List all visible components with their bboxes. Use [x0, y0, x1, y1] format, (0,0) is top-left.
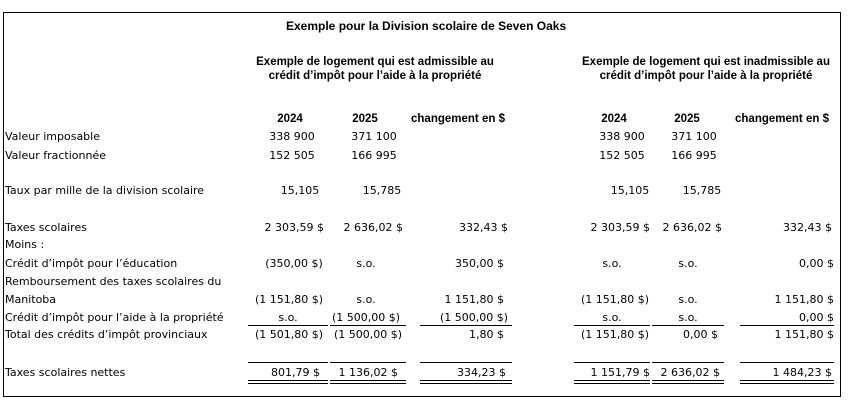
total-rule: [574, 362, 650, 363]
cell: 2 303,59 $: [264, 221, 324, 234]
row-label-moins: Moins :: [5, 238, 45, 251]
cell: 166 995: [671, 149, 717, 162]
cell: (1 500,00 $): [331, 311, 401, 324]
grand-total-rule: [330, 380, 406, 384]
row-label-credit-propriete: Crédit d’impôt pour l’aide à la propriété: [5, 311, 224, 324]
row-label-valeur-fractionnee: Valeur fractionnée: [5, 149, 106, 162]
row-label-remboursement-1: Remboursement des taxes scolaires du: [5, 275, 222, 288]
total-rule: [330, 362, 406, 363]
cell: 15,785: [362, 184, 402, 197]
grand-total-rule: [248, 380, 328, 384]
cell: 2 303,59 $: [590, 221, 650, 234]
eligible-heading-line1: Exemple de logement qui est admissible au: [256, 56, 494, 68]
cell: 332,43 $: [783, 221, 832, 234]
subtotal-rule: [740, 325, 834, 326]
cell: 334,23 $: [457, 366, 506, 379]
cell: 15,105: [280, 184, 320, 197]
cell: (350,00 $): [265, 257, 323, 270]
ineligible-change-header: changement en $: [735, 113, 829, 125]
cell: 2 636,02 $: [662, 221, 722, 234]
cell: 1 484,23 $: [772, 366, 832, 379]
subtotal-rule: [330, 325, 406, 326]
cell: 0,00 $: [799, 311, 834, 324]
eligible-2025-header: 2025: [352, 113, 378, 125]
eligible-2024-header: 2024: [277, 113, 303, 125]
cell: s.o.: [356, 293, 376, 306]
ineligible-2025-header: 2025: [674, 113, 700, 125]
grand-total-rule: [574, 380, 650, 384]
cell: s.o.: [678, 257, 698, 270]
ineligible-heading-line2: crédit d’impôt pour l’aide à la propriété: [599, 70, 813, 82]
cell: 371 100: [671, 130, 717, 143]
row-label-total-credits: Total des crédits d’impôt provinciaux: [5, 328, 208, 341]
cell: 1 136,02 $: [338, 366, 398, 379]
row-label-valeur-imposable: Valeur imposable: [5, 130, 100, 143]
cell: 2 636,02 $: [343, 221, 403, 234]
cell: 166 995: [351, 149, 397, 162]
grand-total-rule: [652, 380, 724, 384]
cell: 801,79 $: [271, 366, 320, 379]
cell: 1,80 $: [469, 328, 504, 341]
cell: 338 900: [269, 130, 315, 143]
cell: s.o.: [678, 311, 698, 324]
eligible-heading-line2: crédit d’impôt pour l’aide à la propriété: [268, 70, 482, 82]
subtotal-rule: [420, 325, 512, 326]
total-rule: [652, 362, 724, 363]
cell: 15,105: [610, 184, 650, 197]
subtotal-rule: [652, 325, 724, 326]
cell: 2 636,02 $: [660, 366, 720, 379]
cell: 0,00 $: [683, 328, 718, 341]
cell: 1 151,79 $: [590, 366, 650, 379]
cell: 0,00 $: [799, 257, 834, 270]
cell: 152 505: [599, 149, 645, 162]
cell: 338 900: [599, 130, 645, 143]
cell: (1 500,00 $): [439, 311, 508, 324]
row-label-taxes: Taxes scolaires: [5, 221, 87, 234]
cell: (1 500,00 $): [333, 328, 403, 341]
row-label-taux: Taux par mille de la division scolaire: [5, 184, 205, 197]
grand-total-rule: [420, 380, 512, 384]
total-rule: [420, 362, 512, 363]
row-label-taxes-nettes: Taxes scolaires nettes: [5, 366, 126, 379]
cell: s.o.: [278, 311, 298, 324]
row-label-credit-education: Crédit d’impôt pour l’éducation: [5, 257, 178, 270]
cell: (1 501,80 $): [254, 328, 324, 341]
cell: s.o.: [356, 257, 376, 270]
total-rule: [740, 362, 834, 363]
subtotal-rule: [248, 325, 328, 326]
row-label-remboursement-2: Manitoba: [5, 293, 57, 306]
ineligible-heading-line1: Exemple de logement qui est inadmissible au: [582, 56, 830, 68]
ineligible-2024-header: 2024: [601, 113, 627, 125]
cell: (1 151,80 $): [580, 328, 650, 341]
eligible-change-header: changement en $: [411, 113, 505, 125]
cell: 1 151,80 $: [444, 293, 504, 306]
cell: 332,43 $: [459, 221, 508, 234]
cell: 1 151,80 $: [774, 293, 834, 306]
cell: s.o.: [602, 311, 622, 324]
page-title: Exemple pour la Division scolaire de Seven Oaks: [286, 19, 567, 33]
cell: s.o.: [678, 293, 698, 306]
cell: 350,00 $: [455, 257, 504, 270]
cell: s.o.: [602, 257, 622, 270]
subtotal-rule: [574, 325, 650, 326]
grand-total-rule: [740, 380, 834, 384]
cell: 152 505: [269, 149, 315, 162]
cell: (1 151,80 $): [580, 293, 650, 306]
total-rule: [248, 362, 328, 363]
cell: 1 151,80 $: [774, 328, 834, 341]
cell: 371 100: [351, 130, 397, 143]
cell: (1 151,80 $): [254, 293, 324, 306]
cell: 15,785: [682, 184, 722, 197]
